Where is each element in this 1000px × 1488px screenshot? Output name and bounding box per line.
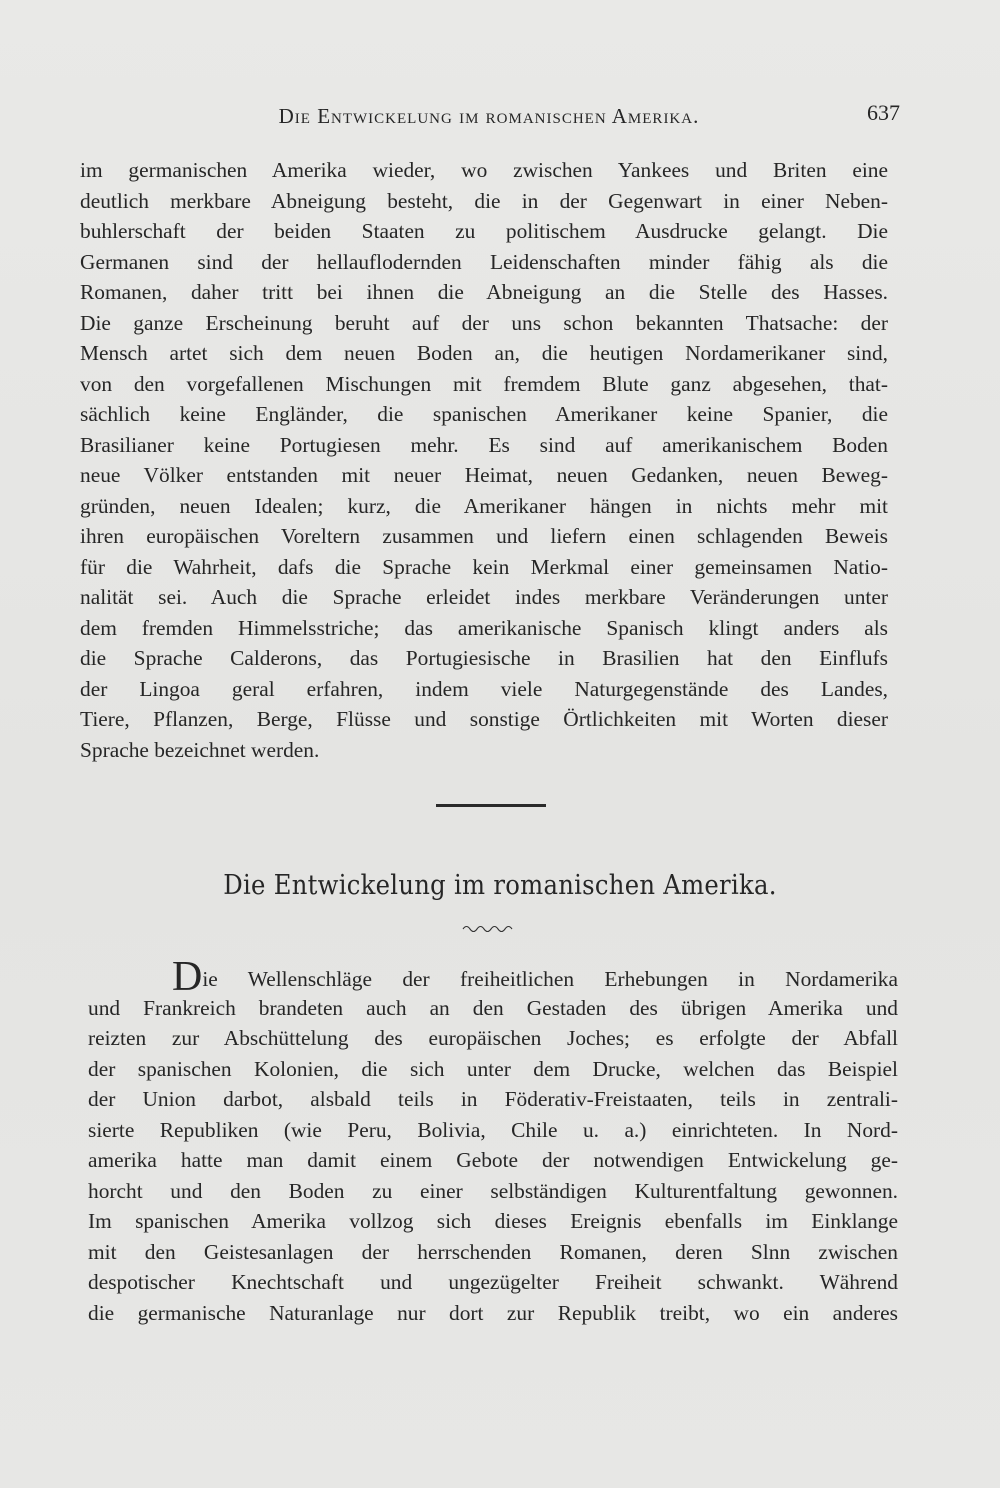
text-line: mit den Geistesanlagen der herrschenden Romanen, deren Slnn zwischen [88, 1239, 898, 1264]
section-divider-rule [436, 804, 546, 807]
text-line: dem fremden Himmelsstriche; das amerikanische Spanisch klingt anders als [80, 615, 888, 640]
text-line: für die Wahrheit, dafs die Sprache kein Merkmal einer gemeinsamen Natio- [80, 554, 888, 579]
drop-cap: D [172, 954, 203, 1000]
text-line: Brasilianer keine Portugiesen mehr. Es sind auf amerikanischem Boden [80, 432, 888, 457]
text-line: buhlerschaft der beiden Staaten zu politischem Ausdrucke gelangt. Die [80, 219, 888, 243]
text-line: Romanen, daher tritt bei ihnen die Abneigung an die Stelle des Hasses. [80, 280, 888, 304]
running-head-title: Die Entwickelung im romanischen Amerika. [278, 104, 700, 128]
text-line: nalität sei. Auch die Sprache erleidet indes merkbare Veränderungen unter [80, 585, 888, 609]
text-line: Sprache bezeichnet werden. [80, 737, 320, 762]
text-line: despotischer Knechtschaft und ungezügelter Freiheit schwankt. Während [88, 1270, 898, 1294]
text-line: horcht und den Boden zu einer selbständigen Kulturentfaltung gewonnen. [88, 1178, 898, 1203]
text-line: Tiere, Pflanzen, Berge, Flüsse und sonstige Örtlichkeiten mit Worten dieser [80, 707, 888, 731]
text-line: und Frankreich brandeten auch an den Gestaden des übrigen Amerika und [88, 995, 898, 1020]
text-line: deutlich merkbare Abneigung besteht, die in der Gegenwart in einer Neben- [80, 188, 888, 213]
chapter-first-line [88, 954, 898, 1000]
text-line: im germanischen Amerika wieder, wo zwischen Yankees und Briten eine [80, 158, 888, 182]
text-line: der Lingoa geral erfahren, indem viele Naturgegenstände des Landes, [80, 676, 888, 701]
chapter-paragraph [88, 954, 898, 1328]
text-line: die germanische Naturanlage nur dort zur Republik treibt, wo ein anderes [88, 1300, 898, 1325]
text-line: Germanen sind der hellauflodernden Leidenschaften minder fähig als die [80, 249, 888, 274]
paragraph-continued [80, 155, 888, 765]
text-line: neue Völker entstanden mit neuer Heimat, neuen Gedanken, neuen Beweg- [80, 463, 888, 487]
text-line: gründen, neuen Idealen; kurz, die Amerikaner hängen in nichts mehr mit [80, 493, 888, 518]
text-line: von den vorgefallenen Mischungen mit fremdem Blute ganz abgesehen, that- [80, 371, 888, 396]
text-line: amerika hatte man damit einem Gebote der notwendigen Entwickelung ge- [88, 1148, 898, 1172]
page-number: 637 [867, 100, 900, 125]
text-line: der Union darbot, alsbald teils in Föderativ-Freistaaten, teils in zentrali- [88, 1087, 898, 1111]
text-line: reizten zur Abschüttelung des europäischen Joches; es erfolgte der Abfall [88, 1026, 898, 1050]
chapter-title: Die Entwickelung im romanischen Amerika. [223, 870, 777, 901]
first-line-text: ie Wellenschläge der freiheitlichen Erhebungen in Nordamerika [202, 967, 898, 991]
running-head [78, 100, 900, 130]
text-line: sächlich keine Engländer, die spanischen Amerikaner keine Spanier, die [80, 402, 888, 426]
text-line: Mensch artet sich dem neuen Boden an, die heutigen Nordamerikaner sind, [80, 341, 888, 365]
text-line: der spanischen Kolonien, die sich unter dem Drucke, welchen das Beispiel [88, 1056, 898, 1081]
text-line: die Sprache Calderons, das Portugiesische in Brasilien hat den Einflufs [80, 646, 888, 670]
text-line: ihren europäischen Voreltern zusammen und liefern einen schlagenden Beweis [80, 524, 888, 548]
text-line: sierte Republiken (wie Peru, Bolivia, Chile u. a.) einrichteten. In Nord- [88, 1117, 898, 1142]
text-line: Im spanischen Amerika vollzog sich dieses Ereignis ebenfalls im Einklange [88, 1209, 898, 1233]
text-line: Die ganze Erscheinung beruht auf der uns schon bekannten Thatsache: der [80, 310, 888, 335]
wave-ornament-icon [462, 922, 516, 934]
